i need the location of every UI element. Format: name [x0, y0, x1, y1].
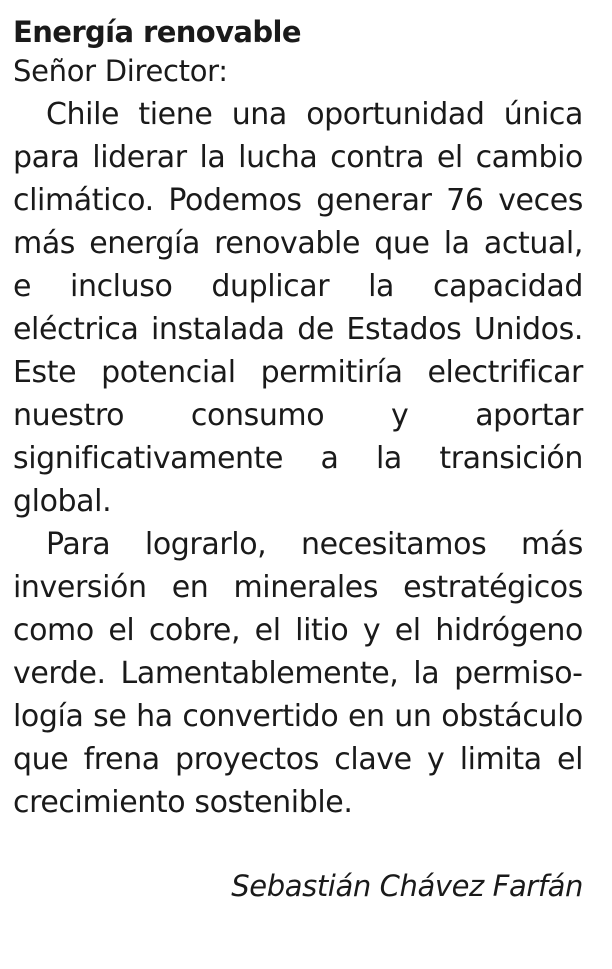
- letter-paragraph-1: Chile tiene una oportunidad única para liderar la lucha contra el cambio climático. Podemos generar 76 veces más energía renovable que la actual, e incluso duplicar la capacidad eléctrica instalada de Estados Unidos. Este potencial permitiría electrificar nuestro consumo y aportar significativamente a la transición global.: [13, 97, 583, 519]
- letter-salutation: Señor Director:: [13, 54, 228, 88]
- letter-headline: Energía renovable: [13, 15, 301, 49]
- letter-to-editor: [13, 14, 583, 824]
- letter-signature: Sebastián Chávez Farfán: [231, 869, 583, 903]
- letter-paragraph-2: Para lograrlo, necesitamos más inversión en minerales estratégicos como el cobre, el litio y el hidrógeno verde. Lamentablemente, la permisología se ha convertido en un obstáculo que frena proyectos clave y limita el crecimiento sostenible.: [13, 527, 583, 820]
